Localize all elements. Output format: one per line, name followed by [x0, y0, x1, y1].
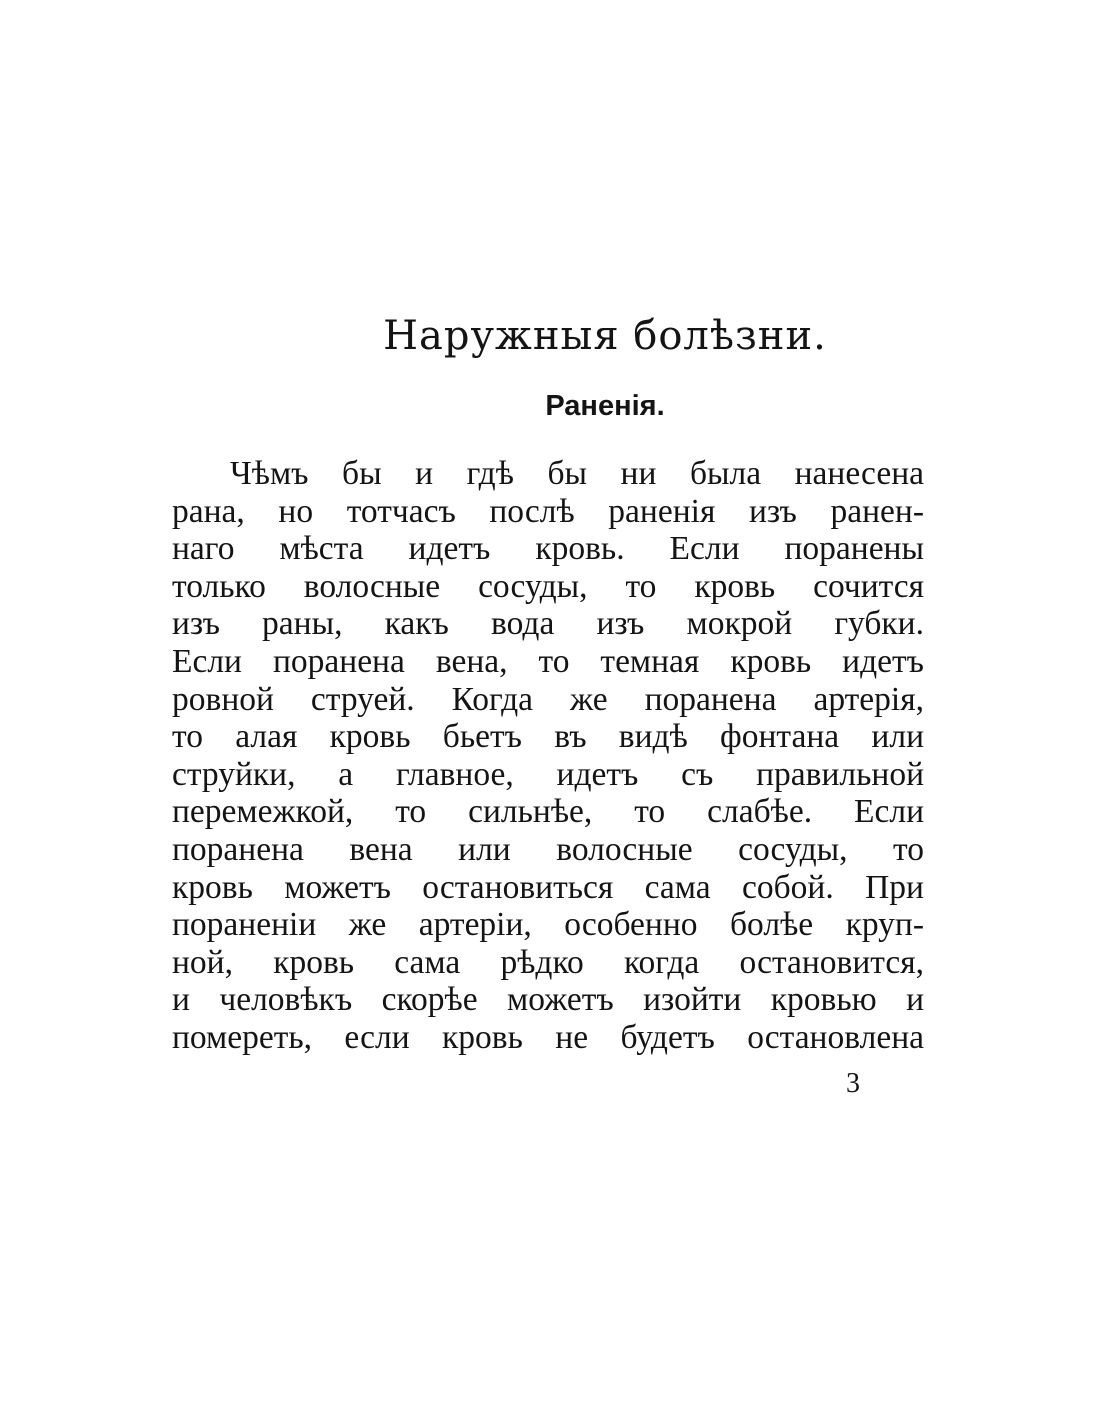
- text-line: ровной струей. Когда же поранена артерія,: [172, 680, 924, 718]
- text-line: кровь можетъ остановиться сама собой. При: [172, 868, 924, 906]
- text-line: пораненіи же артеріи, особенно болѣе круп-: [172, 906, 924, 944]
- text-line: Чѣмъ бы и гдѣ бы ни была нанесена: [230, 455, 924, 492]
- text-line: струйки, а главное, идетъ съ правильной: [172, 755, 924, 793]
- text-line: померeть, если кровь не будетъ остановлена: [172, 1018, 924, 1056]
- text-line: рана, но тотчасъ послѣ раненія изъ ранен-: [172, 492, 924, 530]
- text-line: поранена вена или волосные сосуды, то: [172, 830, 924, 868]
- chapter-title: Наружныя болѣзни.: [383, 313, 827, 359]
- text-line: перемежкой, то сильнѣе, то слабѣе. Если: [172, 793, 924, 831]
- text-line: только волосные сосуды, то кровь сочится: [172, 567, 924, 605]
- text-line: Если поранена вена, то темная кровь идетъ: [172, 642, 924, 680]
- text-line: наго мѣста идетъ кровь. Если поранены: [172, 530, 924, 568]
- text-line: и человѣкъ скорѣе можетъ изойти кровью и: [172, 981, 924, 1019]
- section-title: Раненія.: [545, 390, 665, 422]
- text-line: ной, кровь сама рѣдко когда остановится,: [172, 943, 924, 981]
- text-line: то алая кровь бьетъ въ видѣ фонтана или: [172, 718, 924, 756]
- page-number: 3: [846, 1068, 860, 1099]
- body-text: [172, 455, 924, 1057]
- text-line: изъ раны, какъ вода изъ мокрой губки.: [172, 605, 924, 643]
